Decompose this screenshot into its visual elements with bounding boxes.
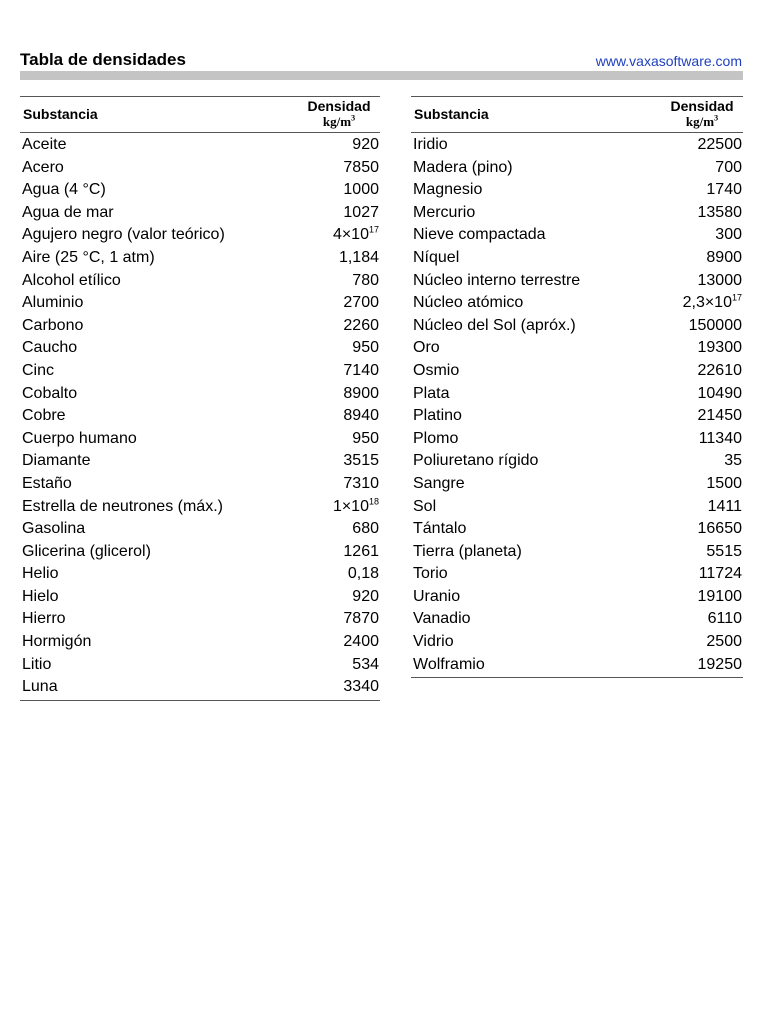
density-value-base: 2500 xyxy=(706,633,742,651)
density-value-base: 1500 xyxy=(706,474,742,492)
substance-name: Cobalto xyxy=(22,384,78,402)
table-header xyxy=(20,97,380,133)
density-value-base: 16650 xyxy=(697,520,742,538)
density-value xyxy=(706,247,743,270)
table-row xyxy=(411,292,743,315)
density-value-base: 1740 xyxy=(706,181,742,199)
table-row xyxy=(20,586,380,609)
table-row xyxy=(411,134,743,157)
density-value-base: 21450 xyxy=(697,407,742,425)
table-row xyxy=(20,224,380,247)
substance-name: Platino xyxy=(413,407,462,425)
substance-name: Aire (25 °C, 1 atm) xyxy=(22,248,155,266)
substance-name: Tierra (planeta) xyxy=(413,542,522,560)
substance-name: Agujero negro (valor teórico) xyxy=(22,226,225,244)
table-row xyxy=(20,337,380,360)
density-value xyxy=(343,315,380,338)
density-value-base: 920 xyxy=(352,587,379,605)
substance-name: Tántalo xyxy=(413,520,467,538)
density-value xyxy=(343,473,380,496)
density-value xyxy=(698,270,744,293)
table-row xyxy=(20,157,380,180)
substance-name: Gasolina xyxy=(22,520,86,538)
substance-name: Iridio xyxy=(413,136,448,153)
density-value xyxy=(706,179,743,202)
density-value-base: 2260 xyxy=(343,316,379,334)
density-value-base: 13000 xyxy=(697,271,742,289)
unit-base: kg/m xyxy=(322,114,352,129)
density-value xyxy=(343,202,380,225)
table-row xyxy=(411,654,743,677)
density-value xyxy=(343,292,380,315)
table-row xyxy=(20,247,380,270)
substance-name: Hielo xyxy=(22,587,59,605)
substance-name: Torio xyxy=(413,565,448,583)
page-title: Tabla de densidades xyxy=(20,50,186,69)
substance-name: Sol xyxy=(413,497,437,515)
website-link[interactable]: www.vaxasoftware.com xyxy=(595,53,742,69)
density-value xyxy=(699,563,743,586)
substance-name: Cobre xyxy=(22,407,66,425)
unit-exponent: 3 xyxy=(714,113,719,123)
density-value-base: 1027 xyxy=(343,203,379,221)
table-row xyxy=(411,360,743,383)
column-header-density xyxy=(298,99,380,129)
density-value xyxy=(343,383,380,406)
table-row xyxy=(20,179,380,202)
density-value-base: 8900 xyxy=(343,384,379,402)
substance-name: Litio xyxy=(22,655,52,673)
table-row xyxy=(411,383,743,406)
substance-name: Hormigón xyxy=(22,633,92,651)
density-value-base: 5515 xyxy=(706,542,742,560)
table-row xyxy=(411,247,743,270)
table-row xyxy=(20,405,380,428)
density-value xyxy=(343,450,380,473)
density-value xyxy=(715,157,743,180)
substance-name: Uranio xyxy=(413,587,461,605)
density-value xyxy=(698,405,744,428)
substance-name: Cuerpo humano xyxy=(22,429,137,447)
density-value xyxy=(706,631,743,654)
table-row xyxy=(411,563,743,586)
table-row xyxy=(411,157,743,180)
table-row xyxy=(20,450,380,473)
table-row xyxy=(20,383,380,406)
density-value xyxy=(715,224,743,247)
table-row xyxy=(411,405,743,428)
density-value xyxy=(706,473,743,496)
density-value-base: 534 xyxy=(352,655,379,673)
density-value xyxy=(699,428,743,451)
density-value xyxy=(352,654,380,677)
substance-name: Estrella de neutrones (máx.) xyxy=(22,497,223,515)
table-row xyxy=(411,428,743,451)
density-value-base: 19300 xyxy=(697,339,742,357)
density-exponent: 17 xyxy=(731,292,742,303)
density-unit xyxy=(298,114,380,129)
density-value-base: 950 xyxy=(352,339,379,357)
density-value xyxy=(352,134,380,157)
table-row xyxy=(411,450,743,473)
density-value-base: 19250 xyxy=(697,655,742,673)
density-value xyxy=(724,450,743,473)
substance-name: Poliuretano rígido xyxy=(413,452,539,470)
density-value xyxy=(352,518,380,541)
substance-name: Madera (pino) xyxy=(413,158,513,176)
density-value xyxy=(343,179,380,202)
density-value xyxy=(698,202,744,225)
substance-name: Vidrio xyxy=(413,633,454,651)
density-value-base: 1×10 xyxy=(332,497,369,515)
density-value xyxy=(698,654,744,677)
density-value-base: 19100 xyxy=(697,587,742,605)
density-value xyxy=(706,541,743,564)
density-value-base: 950 xyxy=(352,429,379,447)
density-value xyxy=(698,360,744,383)
density-value-base: 13580 xyxy=(697,203,742,221)
density-value-base: 7140 xyxy=(343,361,379,379)
substance-name: Magnesio xyxy=(413,181,483,199)
column-header-substance: Substancia xyxy=(23,106,98,122)
table-row xyxy=(20,518,380,541)
table-row xyxy=(411,608,743,631)
density-value-base: 1,184 xyxy=(338,248,379,266)
density-value-base: 8900 xyxy=(706,248,742,266)
density-value-base: 150000 xyxy=(688,316,742,334)
substance-name: Luna xyxy=(22,678,58,696)
density-value xyxy=(698,586,744,609)
table-row xyxy=(411,224,743,247)
density-value xyxy=(333,496,380,519)
substance-name: Acero xyxy=(22,158,64,176)
substance-name: Sangre xyxy=(413,474,465,492)
density-value-base: 8940 xyxy=(343,407,379,425)
table-row xyxy=(411,631,743,654)
table-row xyxy=(411,541,743,564)
substance-name: Nieve compactada xyxy=(413,226,546,244)
density-unit xyxy=(661,114,743,129)
table-body xyxy=(20,133,380,700)
density-value xyxy=(352,428,380,451)
table-row xyxy=(20,428,380,451)
density-value xyxy=(708,608,743,631)
table-row xyxy=(411,496,743,519)
density-value xyxy=(343,541,380,564)
table-row xyxy=(411,337,743,360)
density-value-base: 10490 xyxy=(697,384,742,402)
density-value-base: 7310 xyxy=(343,474,379,492)
substance-name: Plomo xyxy=(413,429,459,447)
substance-name: Helio xyxy=(22,565,59,583)
table-row xyxy=(20,563,380,586)
density-value-base: 780 xyxy=(352,271,379,289)
substance-name: Estaño xyxy=(22,474,72,492)
density-exponent: 17 xyxy=(368,225,379,236)
unit-base: kg/m xyxy=(685,114,715,129)
substance-name: Glicerina (glicerol) xyxy=(22,542,151,560)
table-row xyxy=(20,541,380,564)
density-value-base: 920 xyxy=(352,136,379,153)
density-value xyxy=(689,315,743,338)
table-row xyxy=(411,518,743,541)
table-row xyxy=(20,496,380,519)
density-value-base: 1411 xyxy=(707,497,742,515)
density-value xyxy=(339,247,380,270)
density-value-base: 1000 xyxy=(343,181,379,199)
substance-name: Mercurio xyxy=(413,203,476,221)
substance-name: Núcleo atómico xyxy=(413,294,524,312)
density-value-base: 6110 xyxy=(707,610,742,628)
table-header xyxy=(411,97,743,133)
table-row xyxy=(20,631,380,654)
density-value-base: 3340 xyxy=(343,678,379,696)
density-value-base: 0,18 xyxy=(347,565,379,583)
substance-name: Aluminio xyxy=(22,294,84,312)
density-value xyxy=(698,518,744,541)
substance-name: Caucho xyxy=(22,339,78,357)
table-row xyxy=(411,179,743,202)
table-row xyxy=(20,202,380,225)
density-value-base: 22500 xyxy=(697,136,742,153)
density-value xyxy=(348,563,380,586)
substance-name: Wolframio xyxy=(413,655,485,673)
density-value-base: 11340 xyxy=(698,429,742,447)
table-row xyxy=(20,608,380,631)
density-value-base: 35 xyxy=(724,452,742,470)
table-row xyxy=(20,676,380,699)
table-row xyxy=(20,473,380,496)
substance-name: Carbono xyxy=(22,316,84,334)
density-value-base: 700 xyxy=(715,158,742,176)
density-label: Densidad xyxy=(307,98,371,114)
substance-name: Vanadio xyxy=(413,610,471,628)
density-value xyxy=(708,496,743,519)
density-value-base: 7850 xyxy=(343,158,379,176)
table-row xyxy=(20,270,380,293)
density-value xyxy=(343,608,380,631)
density-value-base: 7870 xyxy=(343,610,379,628)
density-value xyxy=(352,270,380,293)
substance-name: Níquel xyxy=(413,248,460,266)
column-header-density xyxy=(661,99,743,129)
table-row xyxy=(411,586,743,609)
density-exponent: 18 xyxy=(368,496,379,507)
title-underline-bar xyxy=(20,71,743,80)
table-row xyxy=(411,315,743,338)
table-body xyxy=(411,133,743,677)
table-row xyxy=(20,654,380,677)
table-row xyxy=(20,134,380,157)
substance-name: Agua de mar xyxy=(22,203,114,221)
density-table-right xyxy=(411,96,743,678)
substance-name: Núcleo interno terrestre xyxy=(413,271,581,289)
density-value-base: 2,3×10 xyxy=(682,294,732,312)
density-value xyxy=(683,292,743,315)
substance-name: Osmio xyxy=(413,361,460,379)
density-value xyxy=(343,360,380,383)
column-header-substance: Substancia xyxy=(414,106,489,122)
density-value xyxy=(343,631,380,654)
substance-name: Alcohol etílico xyxy=(22,271,121,289)
density-value-base: 4×10 xyxy=(332,226,369,244)
table-row xyxy=(411,473,743,496)
table-row xyxy=(20,292,380,315)
density-value xyxy=(698,337,744,360)
density-value xyxy=(698,383,744,406)
density-value-base: 2700 xyxy=(343,294,379,312)
table-row xyxy=(20,315,380,338)
substance-name: Cinc xyxy=(22,361,55,379)
density-value xyxy=(333,224,380,247)
density-value-base: 2400 xyxy=(343,633,379,651)
density-value xyxy=(343,157,380,180)
substance-name: Agua (4 °C) xyxy=(22,181,106,199)
density-label: Densidad xyxy=(670,98,734,114)
density-value-base: 300 xyxy=(715,226,742,244)
density-value xyxy=(343,676,380,699)
table-row xyxy=(411,202,743,225)
substance-name: Aceite xyxy=(22,136,67,153)
table-row xyxy=(20,360,380,383)
unit-exponent: 3 xyxy=(351,113,356,123)
density-value xyxy=(698,134,744,157)
density-table-left xyxy=(20,96,380,701)
density-value-base: 1261 xyxy=(343,542,379,560)
table-row xyxy=(411,270,743,293)
density-value-base: 3515 xyxy=(343,452,379,470)
density-value xyxy=(343,405,380,428)
substance-name: Hierro xyxy=(22,610,66,628)
density-value-base: 680 xyxy=(352,520,379,538)
substance-name: Diamante xyxy=(22,452,91,470)
density-value-base: 11724 xyxy=(698,565,742,583)
substance-name: Núcleo del Sol (apróx.) xyxy=(413,316,576,334)
density-value-base: 22610 xyxy=(697,361,742,379)
density-value xyxy=(352,586,380,609)
substance-name: Plata xyxy=(413,384,450,402)
density-value xyxy=(352,337,380,360)
substance-name: Oro xyxy=(413,339,440,357)
